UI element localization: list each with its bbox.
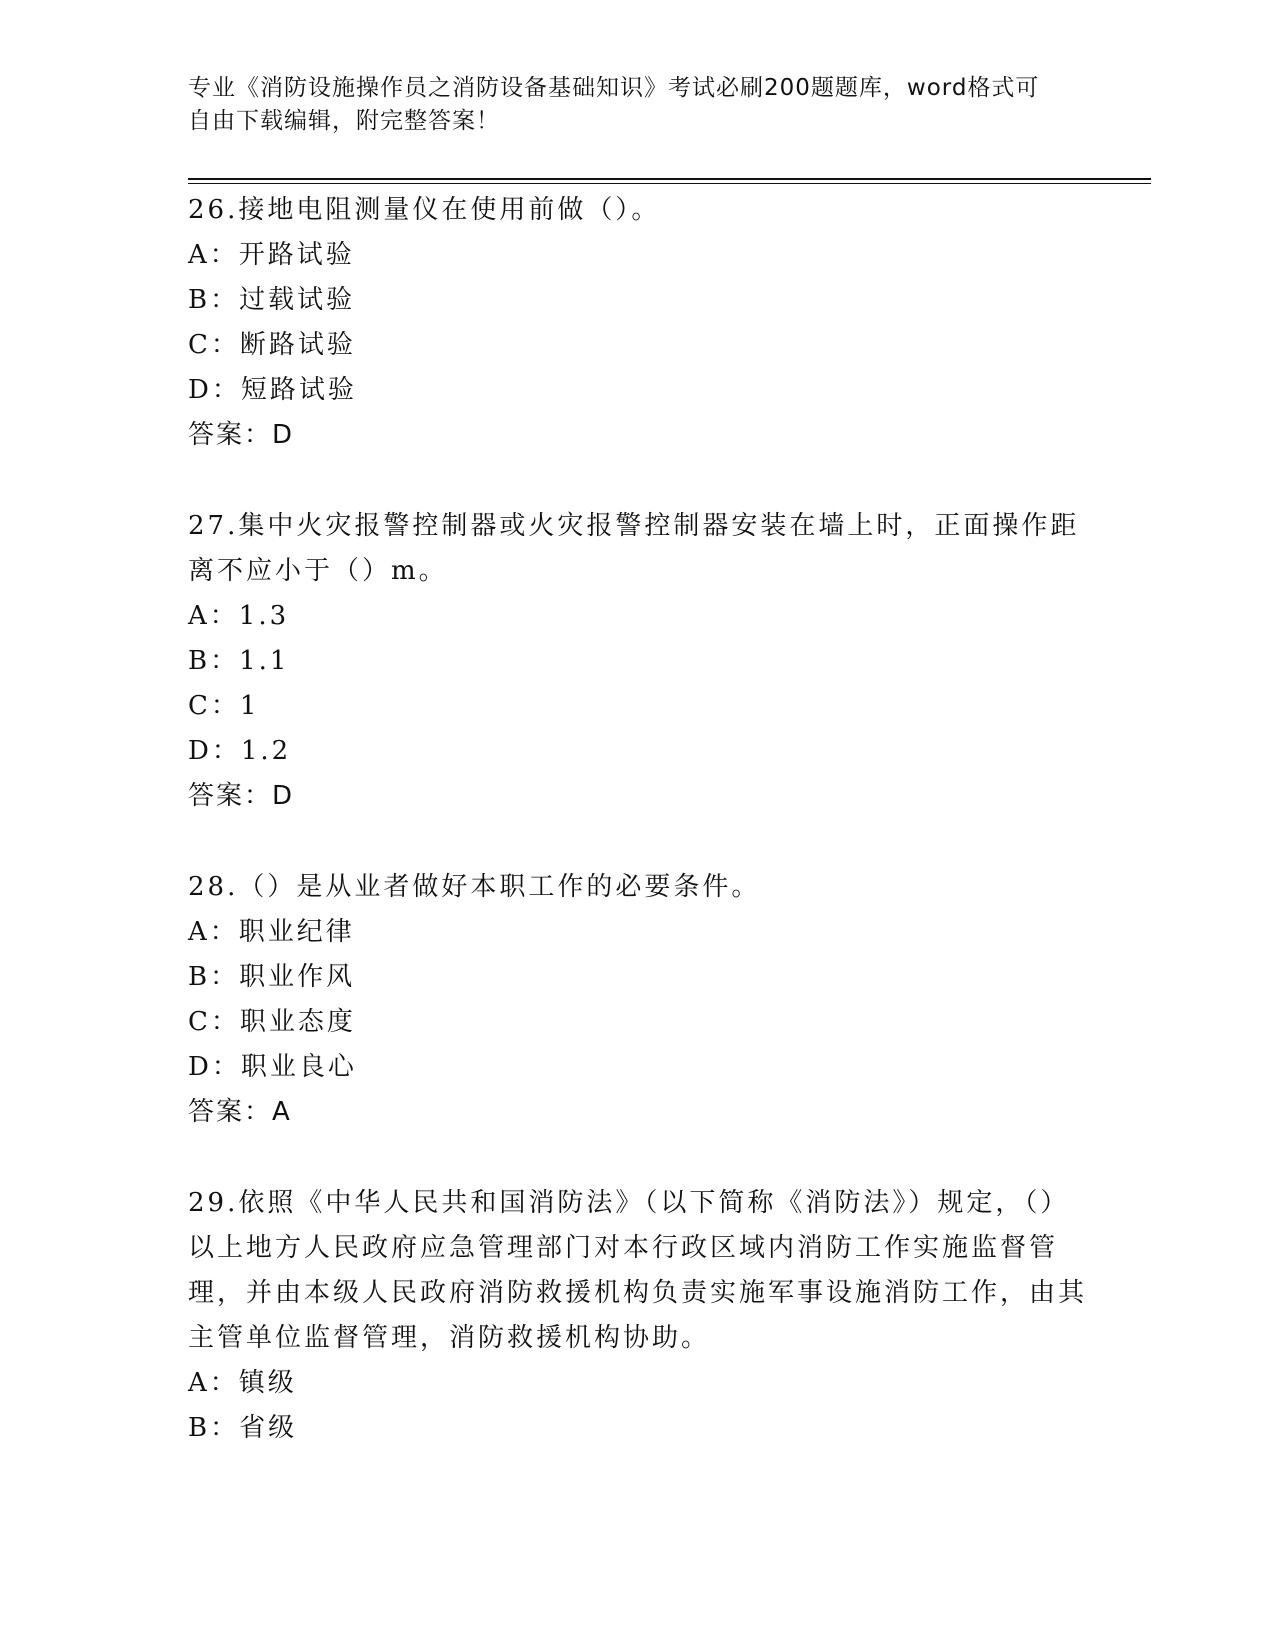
option-a: A：开路试验 (188, 240, 355, 270)
option-d: D：职业良心 (188, 1052, 357, 1082)
option-a: A：职业纪律 (188, 917, 355, 947)
question-text: 26.接地电阻测量仪在使用前做（）。 (188, 195, 661, 225)
answer-label: 答案：D (188, 781, 295, 811)
option-b: B：1.1 (188, 646, 290, 676)
question-27 (188, 504, 1088, 819)
header-line-2: 自由下载编辑，附完整答案！ (188, 108, 500, 134)
question-text: 28.（）是从业者做好本职工作的必要条件。 (188, 872, 761, 902)
option-a: A：镇级 (188, 1368, 297, 1398)
header-line-1: 专业《消防设施操作员之消防设备基础知识》考试必刷200题题库，word格式可 (188, 75, 1040, 101)
option-b: B：职业作风 (188, 962, 356, 992)
option-c: C：职业态度 (188, 1007, 356, 1037)
option-b: B：过载试验 (188, 285, 356, 315)
document-header (188, 72, 1068, 138)
option-a: A：1.3 (188, 601, 290, 631)
answer-label: 答案：A (188, 1097, 292, 1127)
answer-label: 答案：D (188, 420, 295, 450)
question-list (188, 188, 1088, 1497)
header-divider-thick (188, 178, 1151, 180)
option-d: D：1.2 (188, 736, 292, 766)
question-26 (188, 188, 1088, 458)
question-text: 27.集中火灾报警控制器或火灾报警控制器安装在墙上时，正面操作距离不应小于（）m。 (188, 511, 1080, 586)
option-c: C：1 (188, 691, 260, 721)
option-b: B：省级 (188, 1413, 298, 1443)
option-d: D：短路试验 (188, 375, 357, 405)
option-c: C：断路试验 (188, 330, 356, 360)
question-29 (188, 1181, 1088, 1451)
question-text: 29.依照《中华人民共和国消防法》（以下简称《消防法》）规定，（）以上地方人民政府应急管理部门对本行政区域内消防工作实施监督管理，并由本级人民政府消防救援机构负责实施军事设施消防工作，由其主管单位监督管理，消防救援机构协助。 (188, 1188, 1088, 1353)
header-divider-thin (188, 183, 1151, 184)
question-28 (188, 865, 1088, 1135)
